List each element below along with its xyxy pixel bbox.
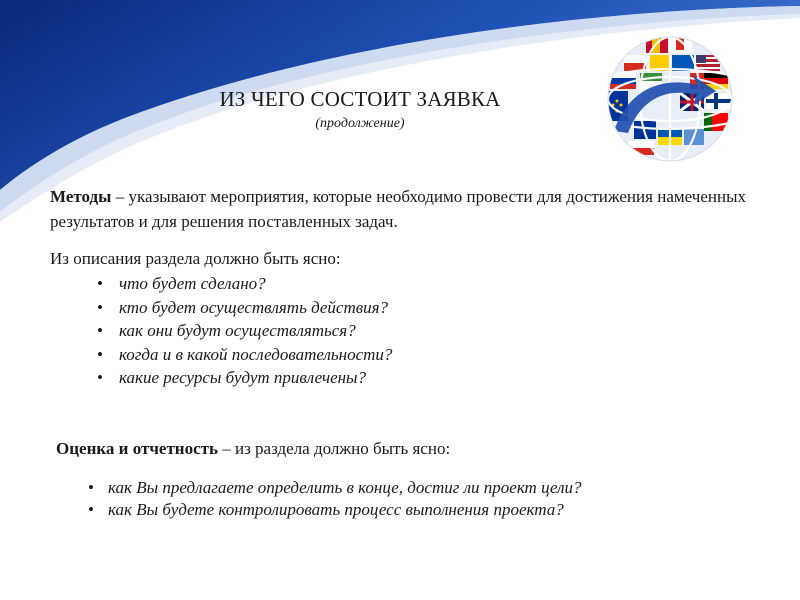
evaluation-questions-list bbox=[88, 477, 582, 521]
flags-globe-logo bbox=[606, 35, 734, 163]
methods-paragraph bbox=[50, 184, 746, 234]
list-item: • кто будет осуществлять действия? bbox=[97, 296, 392, 320]
list-item: • как Вы будете контролировать процесс выполнения проекта? bbox=[88, 499, 582, 521]
list-item: • как они будут осуществляться? bbox=[97, 319, 392, 343]
evaluation-description: – из раздела должно быть ясно: bbox=[217, 439, 451, 458]
slide-title: ИЗ ЧЕГО СОСТОИТ ЗАЯВКА bbox=[219, 87, 501, 111]
methods-term: Методы bbox=[50, 187, 112, 206]
methods-description: – указывают мероприятия, которые необходимо провести для достижения намеченных результатов и для решения поставленных задач. bbox=[50, 187, 746, 231]
evaluation-paragraph bbox=[56, 439, 450, 459]
slide-subtitle: (продолжение) bbox=[315, 116, 405, 131]
methods-questions-list bbox=[97, 272, 392, 390]
list-item: • какие ресурсы будут привлечены? bbox=[97, 366, 392, 390]
list-item: • что будет сделано? bbox=[97, 272, 392, 296]
methods-intro: Из описания раздела должно быть ясно: bbox=[50, 249, 341, 268]
list-item: • как Вы предлагаете определить в конце, достиг ли проект цели? bbox=[88, 477, 582, 499]
evaluation-term: Оценка и отчетность bbox=[56, 439, 218, 458]
list-item: • когда и в какой последовательности? bbox=[97, 343, 392, 367]
